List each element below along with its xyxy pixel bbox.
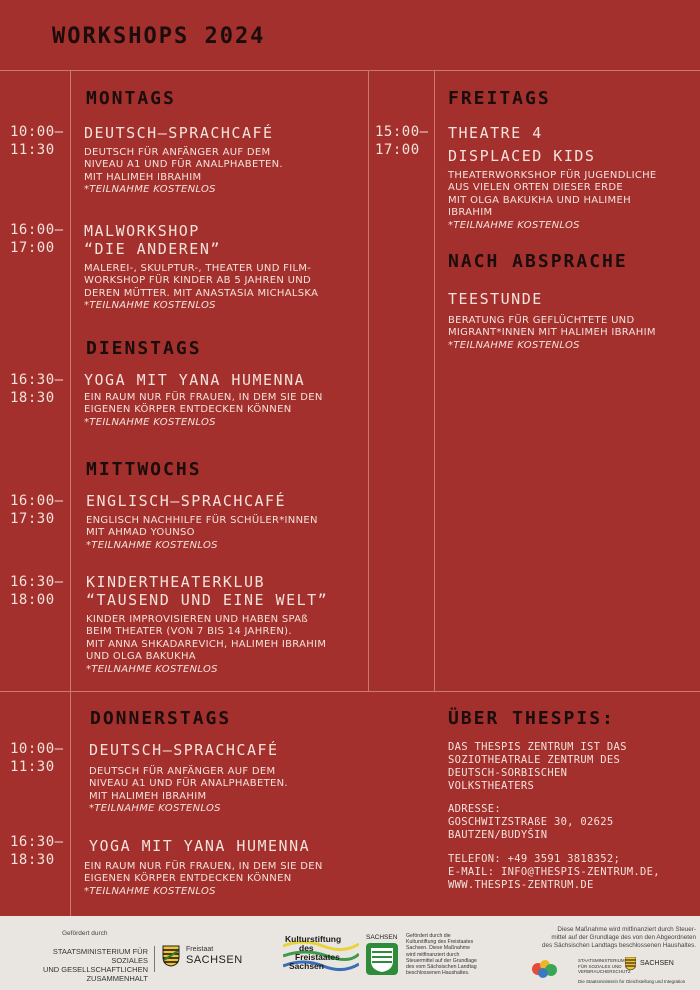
saxony-coat-of-arms-icon <box>162 945 180 967</box>
workshop-description: BERATUNG FÜR GEFLÜCHTETE UND MIGRANT*INNEN MIT HALIMEH IBRAHIM <box>448 315 656 339</box>
time-start: 15:00– <box>375 124 429 140</box>
time-start: 10:00– <box>10 741 64 757</box>
workshop-note: *TEILNAHME KOSTENLOS <box>84 184 216 195</box>
section-divider <box>0 691 700 692</box>
workshop-note: *TEILNAHME KOSTENLOS <box>86 664 218 675</box>
left-column-divider <box>70 71 71 916</box>
workshop-title: KINDERTHEATERKLUB <box>86 573 266 591</box>
workshop-title: “TAUSEND UND EINE WELT” <box>86 591 329 609</box>
address-block: ADRESSE: GOSCHWITZSTRAßE 30, 02625 BAUTZEN/BUDYŠIN <box>448 803 614 841</box>
time-start: 10:00– <box>10 124 64 140</box>
workshop-title: THEATRE 4 <box>448 124 543 142</box>
workshop-note: *TEILNAHME KOSTENLOS <box>86 540 218 551</box>
time-end: 18:30 <box>10 852 55 868</box>
day-heading-freitag: FREITAGS <box>448 88 551 109</box>
time-end: 17:00 <box>375 142 420 158</box>
funded-by-label: Gefördert durch <box>62 930 108 937</box>
time-start: 16:00– <box>10 493 64 509</box>
workshop-title: DISPLACED KIDS <box>448 147 596 165</box>
workshop-title: TEESTUNDE <box>448 290 543 308</box>
ministry-name: STAATSMINISTERIUM FÜR SOZIALES UND GESELLSCHAFTLICHEN ZUSAMMENHALT <box>42 947 148 983</box>
workshop-title: YOGA MIT YANA HUMENNA <box>89 837 311 855</box>
workshop-description: EIN RAUM NUR FÜR FRAUEN, IN DEM SIE DEN EIGENEN KÖRPER ENTDECKEN KÖNNEN <box>84 392 323 416</box>
about-heading: ÜBER THESPIS: <box>448 708 615 729</box>
about-description: DAS THESPIS ZENTRUM IST DAS SOZIOTHEATRALE ZENTRUM DES DEUTSCH-SORBISCHEN VOLKSTHEATERS <box>448 741 627 792</box>
workshop-note: *TEILNAHME KOSTENLOS <box>84 417 216 428</box>
freistaat-label: Freistaat <box>186 946 214 953</box>
workshop-note: *TEILNAHME KOSTENLOS <box>448 220 580 231</box>
time-end: 17:30 <box>10 511 55 527</box>
center-column-divider <box>368 71 369 691</box>
time-start: 16:30– <box>10 574 64 590</box>
page-title: WORKSHOPS 2024 <box>52 24 266 49</box>
integration-logo-icon <box>530 957 560 981</box>
workshop-description: ENGLISCH NACHHILFE FÜR SCHÜLER*INNEN MIT AHMAD YOUNSO <box>86 515 318 539</box>
workshop-title: DEUTSCH–SPRACHCAFÉ <box>84 124 274 142</box>
workshop-title: ENGLISCH–SPRACHCAFÉ <box>86 492 287 510</box>
divider-line <box>154 946 155 972</box>
kulturstiftung-funding-text: Gefördert durch die Kulturstiftung des Freistaates Sachsen. Diese Maßnahme wird mitfinanziert durch Steuermittel auf der Grundlage des vom Sächsischen Landtag beschlossenen Haushaltes. <box>406 933 477 977</box>
workshop-title: “DIE ANDEREN” <box>84 240 221 258</box>
time-start: 16:00– <box>10 222 64 238</box>
sachsen-small-label: SACHSEN <box>366 934 398 941</box>
workshop-description: DEUTSCH FÜR ANFÄNGER AUF DEM NIVEAU A1 UND FÜR ANALPHABETEN. MIT HALIMEH IBRAHIM <box>89 766 288 802</box>
workshop-note: *TEILNAHME KOSTENLOS <box>84 300 216 311</box>
workshop-note: *TEILNAHME KOSTENLOS <box>89 803 221 814</box>
small-saxony-coat-icon <box>625 957 636 970</box>
workshop-note: *TEILNAHME KOSTENLOS <box>84 886 216 897</box>
header-divider <box>0 70 700 71</box>
day-heading-mittwoch: MITTWOCHS <box>86 459 202 480</box>
workshop-description: THEATERWORKSHOP FÜR JUGENDLICHE AUS VIELEN ORTEN DIESER ERDE MIT OLGA BAKUKHA UND HALIMEH IBRAHIM <box>448 170 657 218</box>
time-end: 18:30 <box>10 390 55 406</box>
day-heading-montag: MONTAGS <box>86 88 176 109</box>
workshop-description: MALEREI-, SKULPTUR-, THEATER UND FILM- WORKSHOP FÜR KINDER AB 5 JAHREN UND DEREN MÜTTER. MIT ANASTASIA MICHALSKA <box>84 263 319 299</box>
small-sachsen-label: SACHSEN <box>640 960 674 967</box>
workshop-title: DEUTSCH–SPRACHCAFÉ <box>89 741 279 759</box>
right-column-divider <box>434 71 435 691</box>
workshop-note: *TEILNAHME KOSTENLOS <box>448 340 580 351</box>
right-ministry-name: STAATSMINISTERIUM FÜR SOZIALES UND VERBRAUCHERSCHUTZ <box>578 958 631 974</box>
ministerin-text: Die Staatsministerin für Gleichstellung und Integration <box>578 979 686 984</box>
time-end: 11:30 <box>10 759 55 775</box>
sachsen-label: SACHSEN <box>186 954 243 966</box>
day-heading-absprache: NACH ABSPRACHE <box>448 251 628 272</box>
contact-block: TELEFON: +49 3591 3818352; E-MAIL: INFO@THESPIS-ZENTRUM.DE, WWW.THESPIS-ZENTRUM.DE <box>448 853 660 891</box>
time-start: 16:30– <box>10 372 64 388</box>
workshop-title: YOGA MIT YANA HUMENNA <box>84 371 306 389</box>
cofunding-text: Diese Maßnahme wird mitfinanziert durch Steuer- mittel auf der Grundlage des von den Abgeordneten des Sächsischen Landtags beschlossenen Haushaltes. <box>541 926 696 949</box>
kulturstiftung-logo: Kulturstiftung des Freistaates Sachsen <box>283 934 359 976</box>
workshop-description: KINDER IMPROVISIEREN UND HABEN SPAß BEIM THEATER (VON 7 BIS 14 JAHREN). MIT ANNA SHKADAREVICH, HALIMEH IBRAHIM UND OLGA BAKUKHA <box>86 614 327 662</box>
time-end: 11:30 <box>10 142 55 158</box>
workshop-description: EIN RAUM NUR FÜR FRAUEN, IN DEM SIE DEN EIGENEN KÖRPER ENTDECKEN KÖNNEN <box>84 861 323 885</box>
day-heading-dienstag: DIENSTAGS <box>86 338 202 359</box>
day-heading-donnerstag: DONNERSTAGS <box>90 708 232 729</box>
sachsen-coat-icon <box>366 943 398 975</box>
time-start: 16:30– <box>10 834 64 850</box>
workshop-title: MALWORKSHOP <box>84 222 200 240</box>
time-end: 18:00 <box>10 592 55 608</box>
time-end: 17:00 <box>10 240 55 256</box>
workshop-description: DEUTSCH FÜR ANFÄNGER AUF DEM NIVEAU A1 UND FÜR ANALPHABETEN. MIT HALIMEH IBRAHIM <box>84 147 283 183</box>
sponsor-footer <box>0 916 700 990</box>
